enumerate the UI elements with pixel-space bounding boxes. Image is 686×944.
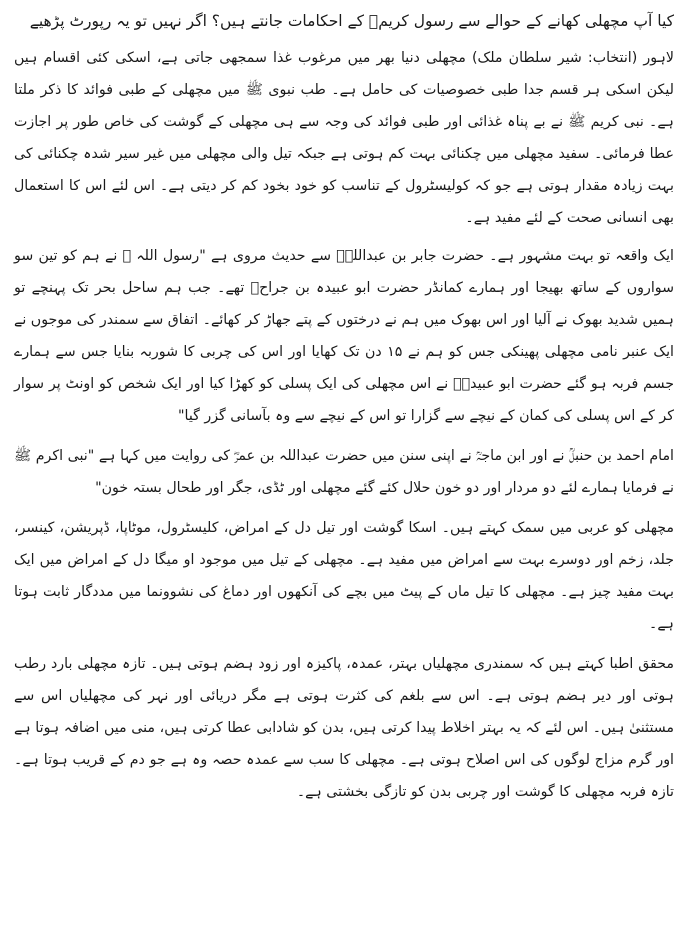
article-headline: کیا آپ مچھلی کھانے کے حوالے سے رسول کریمؐ کے احکامات جانتے ہیں؟ اگر نہیں تو یہ رپورٹ پڑھیے	[29, 12, 674, 30]
article-paragraph-physicians: محقق اطبا کہتے ہیں کہ سمندری مچھلیاں بہتر، عمدہ، پاکیزہ اور زود ہضم ہوتی ہیں۔ تازہ مچھلی بارد رطب ہوتی اور دیر ہضم ہوتی ہے۔ اس سے بلغم کی کثرت ہوتی ہے مگر دریائی اور نہر کی مچھلیاں اس سے مستثنیٰ ہیں۔ اس لئے کہ یہ بہتر اخلاط پیدا کرتی ہیں، بدن کو شادابی عطا کرتی ہیں، منی میں اضافہ ہوتا ہے اور گرم مزاج لوگوں کی اس اصلاح ہوتی ہے۔ مچھلی کا سب سے عمدہ حصہ وہ ہے جو دم کے قریب ہوتا ہے۔ تازہ فربہ مچھلی کا گوشت اور چربی بدن کو تازگی بخشتی ہے۔	[14, 656, 674, 800]
article-paragraph-hadith-jabir: ایک واقعہ تو بہت مشہور ہے۔ حضرت جابر بن عبداللہؓ سے حدیث مروی ہے "رسول اللہ ﷺ نے ہم کو تین سو سواروں کے ساتھ بھیجا اور ہمارے کمانڈر حضرت ابو عبیدہ بن جراحؓ تھے۔ جب ہم ساحل بحر تک پہنچے تو ہمیں شدید بھوک نے آلیا اور اس بھوک میں ہم نے درختوں کے پتے جھاڑ کر کھائے۔ اتفاق سے سمندر کی موجوں نے ایک عنبر نامی مچھلی پھینکی جس کو ہم نے ۱۵ دن تک کھایا اور اس کی چربی کا شوربہ بنایا جس سے ہمارے جسم فربہ ہو گئے حضرت ابو عبیدہؓ نے اس مچھلی کی ایک پسلی کو کھڑا کیا اور ایک شخص کو اونٹ پر سوار کر کے اس پسلی کی کمان کے نیچے سے گزارا تو اس کے نیچے سے وہ بآسانی گزر گیا"	[14, 248, 674, 424]
article-paragraph-hadith-umar: امام احمد بن حنبلؒ نے اور ابن ماجہؒ نے اپنی سنن میں حضرت عبداللہ بن عمرؓ کی روایت میں کہا ہے "نبی اکرم ﷺ نے فرمایا ہمارے لئے دو مردار اور دو خون حلال کئے گئے مچھلی اور ٹڈی، جگر اور طحال بستہ خون"	[14, 448, 674, 496]
article-paragraph-intro: لاہور (انتخاب: شیر سلطان ملک) مچھلی دنیا بھر میں مرغوب غذا سمجھی جاتی ہے، اسکی کئی اقسام ہیں لیکن اسکی ہر قسم جدا طبی خصوصیات کی حامل ہے۔ طب نبوی ﷺ میں مچھلی کے طبی فوائد کا ذکر ملتا ہے۔ نبی کریم ﷺ نے بے پناہ غذائی اور طبی فوائد کی وجہ سے ہی مچھلی کے گوشت کی خاص طور پر اجازت عطا فرمائی۔ سفید مچھلی میں چکنائی بہت کم ہوتی ہے جبکہ تیل والی مچھلی میں غیر سیر شدہ چکنائی کی بہت زیادہ مقدار ہوتی ہے جو کہ کولیسٹرول کے تناسب کو خود بخود کم کر دیتی ہے۔ اس لئے اس کا استعمال بھی انسانی صحت کے لئے مفید ہے۔	[14, 50, 674, 226]
article-paragraph-health: مچھلی کو عربی میں سمک کہتے ہیں۔ اسکا گوشت اور تیل دل کے امراض، کلیسٹرول، موٹاپا، ڈپریشن، کینسر، جلد، زخم اور دوسرے بہت سے امراض میں مفید ہے۔ مچھلی کے تیل میں موجود او میگا دل کے امراض میں ایک بہت مفید چیز ہے۔ مچھلی کا تیل ماں کے پیٹ میں بچے کی آنکھوں اور دماغ کی نشوونما میں مددگار ثابت ہوتا ہے۔	[14, 520, 674, 632]
